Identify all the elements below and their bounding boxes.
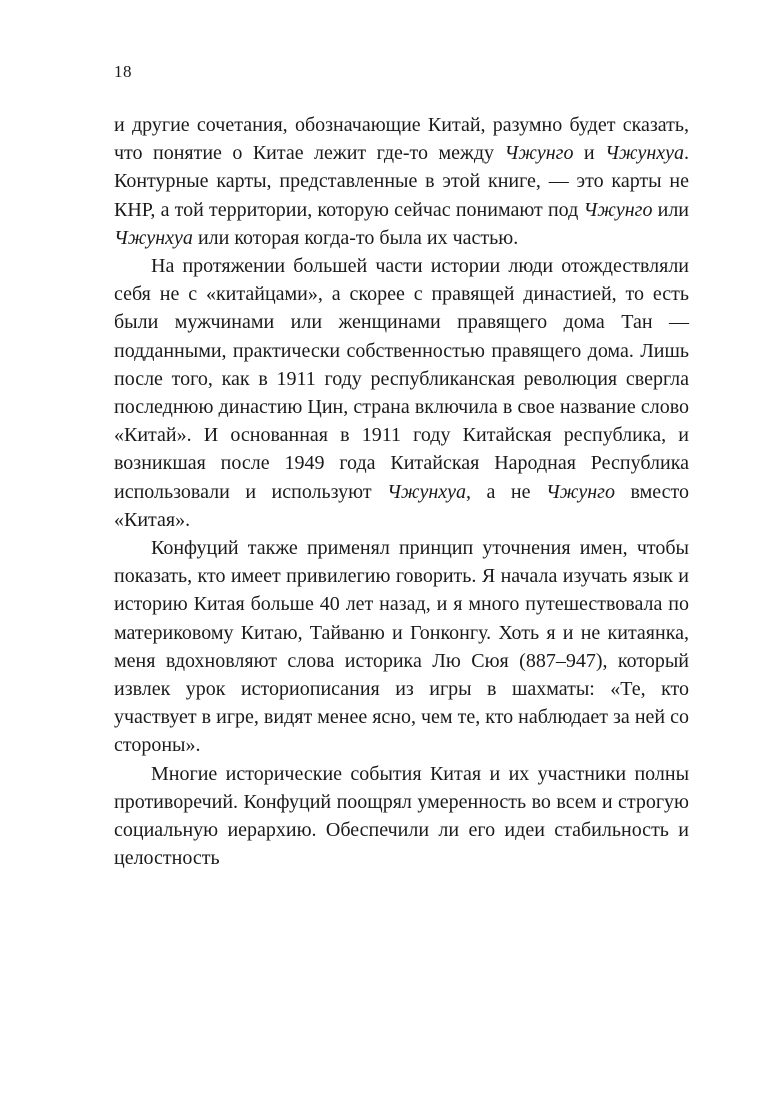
paragraph	[114, 534, 689, 760]
italic-term: Чжунхуа	[387, 480, 467, 503]
text-segment: , а не	[466, 480, 546, 503]
text-segment: вместо «Китая».	[114, 480, 689, 531]
text-segment: Конфуций также применял принцип уточнения имен, чтобы показать, кто имеет привилегию говорить. Я начала изучать язык и историю Китая больше 40 лет назад, и я много путешествовала по материковому Китаю, Тайваню и Гонконгу. Хоть я и не китаянка, меня вдохновляют слова историка Лю Сюя (887–947), который извлек урок историописания из игры в шахматы: «Те, кто участвует в игре, видят менее ясно, чем те, кто наблюдает за ней со стороны».	[114, 537, 689, 757]
text-segment: Многие исторические события Китая и их участники полны противоречий. Конфуций поощрял умеренность во всем и строгую социальную иерархию. Обеспечили ли его идеи стабильность и целостность	[114, 762, 689, 870]
paragraph	[114, 760, 689, 873]
paragraph	[114, 252, 689, 534]
italic-term: Чжунхуа	[605, 142, 684, 165]
italic-term: Чжунго	[583, 198, 653, 221]
paragraph	[114, 111, 689, 252]
text-segment: и	[573, 142, 606, 165]
page-number: 18	[114, 62, 132, 81]
text-segment: На протяжении большей части истории люди отождествляли себя не с «китайцами», а скорее с правящей династией, то есть были мужчинами или женщинами правящего дома Тан — подданными, практически собственностью правящего дома. Лишь после того, как в 1911 году республиканская революция свергла последнюю династию Цин, страна включила в свое название слово «Китай». И основанная в 1911 году Китайская республика, и возникшая после 1949 года Китайская Народная Республика использовали и используют	[114, 255, 689, 503]
text-segment: . Контурные карты, представленные в этой книге, — это карты не КНР, а той территории, которую сейчас понимают под	[114, 142, 689, 221]
text-segment: или которая когда-то была их частью.	[192, 226, 519, 249]
body-text	[114, 111, 689, 872]
italic-term: Чжунго	[504, 142, 574, 165]
text-segment: и другие сочетания, обозначающие Китай, разумно будет сказать, что понятие о Китае лежит где-то между	[114, 114, 689, 165]
text-segment: или	[652, 198, 690, 221]
italic-term: Чжунго	[546, 480, 615, 503]
italic-term: Чжунхуа	[114, 226, 193, 249]
